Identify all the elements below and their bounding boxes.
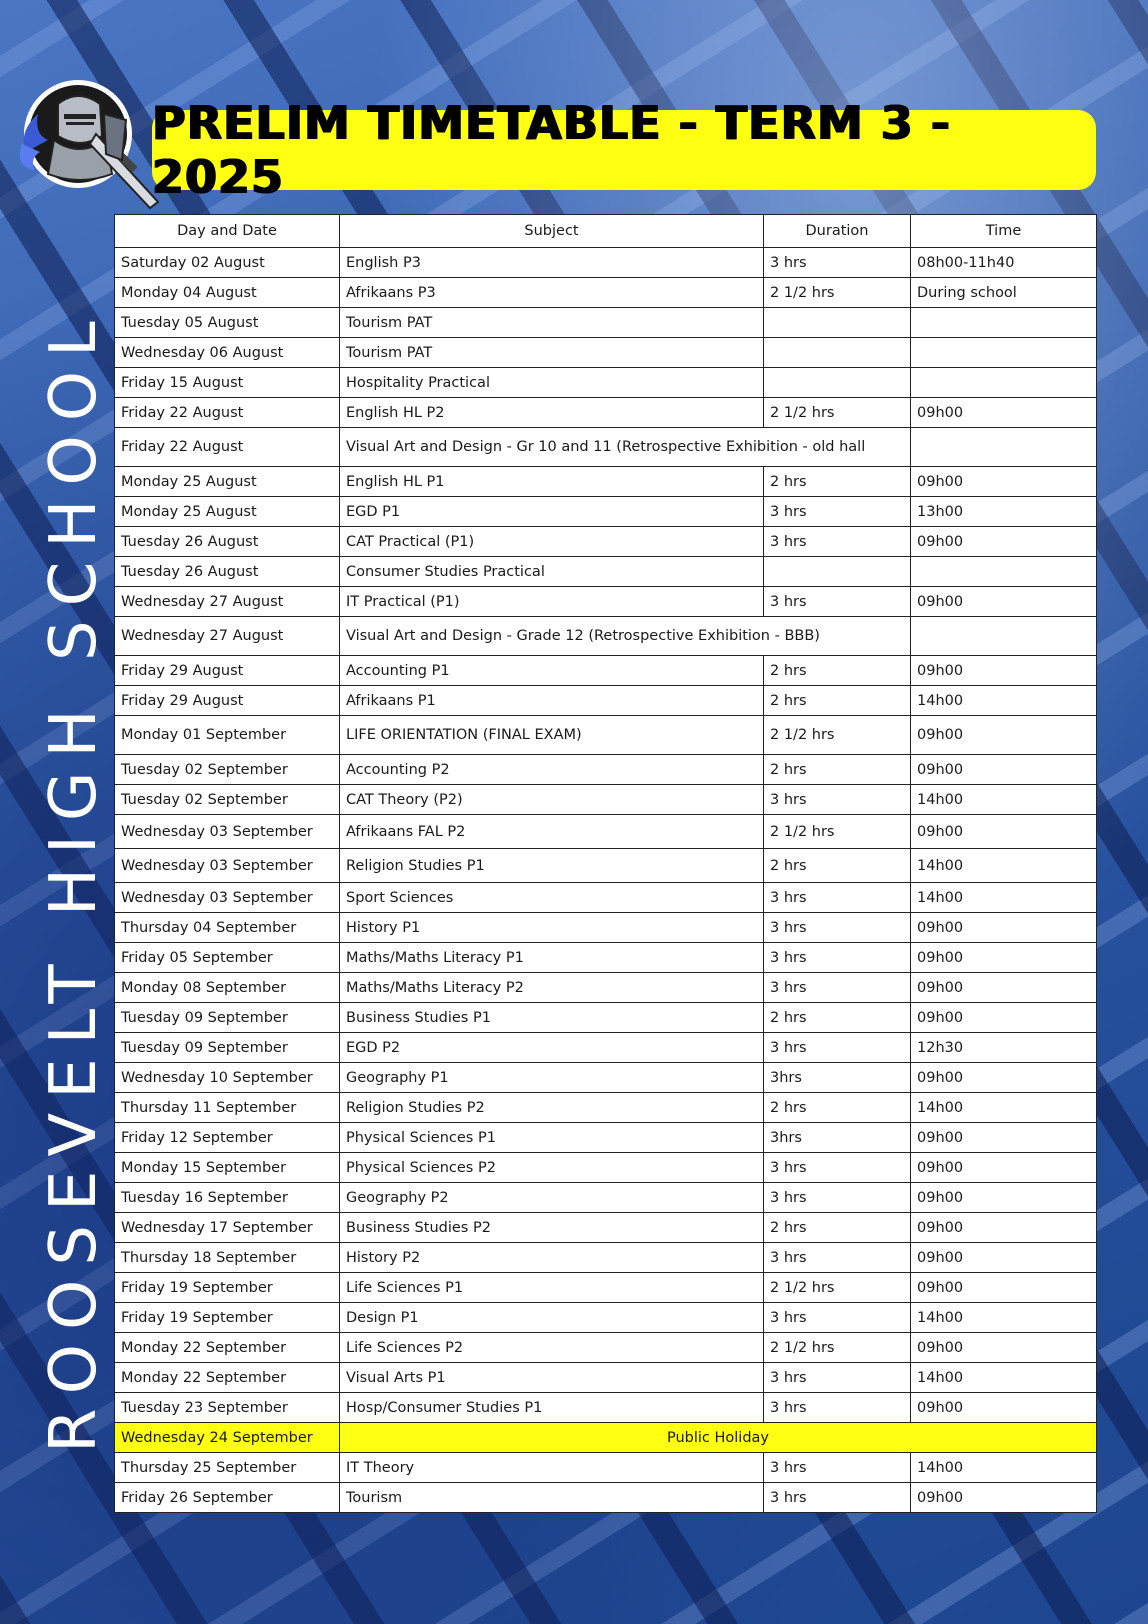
subject-cell: EGD P1 xyxy=(340,497,764,527)
subject-cell: Visual Arts P1 xyxy=(340,1363,764,1393)
time-cell: 09h00 xyxy=(911,1243,1097,1273)
table-row xyxy=(115,368,1097,398)
subject-cell: Geography P1 xyxy=(340,1063,764,1093)
day-date-cell: Tuesday 05 August xyxy=(115,308,340,338)
time-cell: 09h00 xyxy=(911,1153,1097,1183)
day-date-cell: Friday 15 August xyxy=(115,368,340,398)
duration-cell: 2 hrs xyxy=(764,755,911,785)
table-row xyxy=(115,1183,1097,1213)
day-date-cell: Wednesday 06 August xyxy=(115,338,340,368)
subject-cell: IT Practical (P1) xyxy=(340,587,764,617)
table-row xyxy=(115,557,1097,587)
table-row xyxy=(115,1063,1097,1093)
table-row xyxy=(115,883,1097,913)
table-row xyxy=(115,1243,1097,1273)
subject-cell: Visual Art and Design - Gr 10 and 11 (Retrospective Exhibition - old hall xyxy=(340,428,911,467)
table-row xyxy=(115,913,1097,943)
duration-cell xyxy=(764,308,911,338)
subject-cell: Public Holiday xyxy=(340,1423,1097,1453)
subject-cell: Religion Studies P1 xyxy=(340,849,764,883)
time-cell: 09h00 xyxy=(911,398,1097,428)
day-date-cell: Monday 01 September xyxy=(115,716,340,755)
subject-cell: Business Studies P2 xyxy=(340,1213,764,1243)
duration-cell: 3 hrs xyxy=(764,883,911,913)
time-cell: 09h00 xyxy=(911,587,1097,617)
day-date-cell: Monday 22 September xyxy=(115,1333,340,1363)
time-cell: 09h00 xyxy=(911,815,1097,849)
time-cell: 09h00 xyxy=(911,527,1097,557)
subject-cell: English HL P2 xyxy=(340,398,764,428)
time-cell: 09h00 xyxy=(911,1063,1097,1093)
day-date-cell: Monday 22 September xyxy=(115,1363,340,1393)
table-row xyxy=(115,308,1097,338)
knight-mascot-icon xyxy=(8,74,168,214)
time-cell: 13h00 xyxy=(911,497,1097,527)
subject-cell: Tourism PAT xyxy=(340,308,764,338)
time-cell: 12h30 xyxy=(911,1033,1097,1063)
subject-cell: IT Theory xyxy=(340,1453,764,1483)
time-cell: 09h00 xyxy=(911,1183,1097,1213)
table-row xyxy=(115,943,1097,973)
time-cell: 09h00 xyxy=(911,913,1097,943)
time-cell: 08h00-11h40 xyxy=(911,248,1097,278)
duration-cell: 2 hrs xyxy=(764,1213,911,1243)
time-cell: 14h00 xyxy=(911,1363,1097,1393)
table-row xyxy=(115,849,1097,883)
time-cell: 09h00 xyxy=(911,1123,1097,1153)
duration-cell: 2 1/2 hrs xyxy=(764,398,911,428)
day-date-cell: Wednesday 03 September xyxy=(115,815,340,849)
time-cell: 09h00 xyxy=(911,467,1097,497)
duration-cell: 2 hrs xyxy=(764,467,911,497)
duration-cell: 3 hrs xyxy=(764,1363,911,1393)
time-cell: 09h00 xyxy=(911,656,1097,686)
duration-cell: 3 hrs xyxy=(764,1393,911,1423)
table-row xyxy=(115,338,1097,368)
duration-cell: 3 hrs xyxy=(764,1453,911,1483)
subject-cell: Afrikaans P1 xyxy=(340,686,764,716)
table-row xyxy=(115,1393,1097,1423)
duration-cell: 3hrs xyxy=(764,1063,911,1093)
table-row xyxy=(115,716,1097,755)
duration-cell: 3 hrs xyxy=(764,1303,911,1333)
time-cell: 09h00 xyxy=(911,1273,1097,1303)
duration-cell: 2 hrs xyxy=(764,1003,911,1033)
table-row xyxy=(115,527,1097,557)
subject-cell: Hosp/Consumer Studies P1 xyxy=(340,1393,764,1423)
day-date-cell: Thursday 04 September xyxy=(115,913,340,943)
subject-cell: Business Studies P1 xyxy=(340,1003,764,1033)
day-date-cell: Friday 29 August xyxy=(115,656,340,686)
header-time: Time xyxy=(911,215,1097,248)
table-row xyxy=(115,617,1097,656)
table-row xyxy=(115,1123,1097,1153)
table-row xyxy=(115,656,1097,686)
duration-cell: 3 hrs xyxy=(764,943,911,973)
time-cell: 09h00 xyxy=(911,943,1097,973)
time-cell: 14h00 xyxy=(911,1093,1097,1123)
subject-cell: Accounting P1 xyxy=(340,656,764,686)
subject-cell: CAT Practical (P1) xyxy=(340,527,764,557)
day-date-cell: Tuesday 23 September xyxy=(115,1393,340,1423)
day-date-cell: Friday 19 September xyxy=(115,1273,340,1303)
day-date-cell: Wednesday 17 September xyxy=(115,1213,340,1243)
duration-cell: 3 hrs xyxy=(764,1483,911,1513)
time-cell: 09h00 xyxy=(911,1393,1097,1423)
header-duration: Duration xyxy=(764,215,911,248)
subject-cell: Geography P2 xyxy=(340,1183,764,1213)
duration-cell: 2 hrs xyxy=(764,849,911,883)
duration-cell: 3 hrs xyxy=(764,587,911,617)
duration-cell: 3 hrs xyxy=(764,1243,911,1273)
time-cell: 14h00 xyxy=(911,785,1097,815)
subject-cell: Tourism PAT xyxy=(340,338,764,368)
day-date-cell: Tuesday 26 August xyxy=(115,557,340,587)
time-cell: 09h00 xyxy=(911,1213,1097,1243)
header-subject: Subject xyxy=(340,215,764,248)
duration-cell: 3 hrs xyxy=(764,785,911,815)
duration-cell: 3 hrs xyxy=(764,1153,911,1183)
table-row xyxy=(115,1333,1097,1363)
subject-cell: English P3 xyxy=(340,248,764,278)
day-date-cell: Friday 26 September xyxy=(115,1483,340,1513)
time-cell: 09h00 xyxy=(911,973,1097,1003)
subject-cell: Afrikaans P3 xyxy=(340,278,764,308)
subject-cell: History P1 xyxy=(340,913,764,943)
time-cell: 09h00 xyxy=(911,1003,1097,1033)
time-cell xyxy=(911,428,1097,467)
table-row xyxy=(115,248,1097,278)
day-date-cell: Thursday 25 September xyxy=(115,1453,340,1483)
table-row xyxy=(115,398,1097,428)
duration-cell: 3 hrs xyxy=(764,248,911,278)
day-date-cell: Friday 29 August xyxy=(115,686,340,716)
school-name: ROOSEVELT HIGH SCHOOL xyxy=(37,307,111,1453)
duration-cell: 2 1/2 hrs xyxy=(764,1333,911,1363)
duration-cell: 3 hrs xyxy=(764,1033,911,1063)
duration-cell: 2 hrs xyxy=(764,686,911,716)
table-row xyxy=(115,278,1097,308)
time-cell: 14h00 xyxy=(911,686,1097,716)
time-cell: 09h00 xyxy=(911,1483,1097,1513)
table-row xyxy=(115,755,1097,785)
table-row xyxy=(115,1213,1097,1243)
subject-cell: Physical Sciences P2 xyxy=(340,1153,764,1183)
day-date-cell: Tuesday 16 September xyxy=(115,1183,340,1213)
day-date-cell: Friday 22 August xyxy=(115,398,340,428)
table-row xyxy=(115,1273,1097,1303)
subject-cell: Accounting P2 xyxy=(340,755,764,785)
table-row xyxy=(115,1003,1097,1033)
table-row xyxy=(115,1033,1097,1063)
duration-cell: 3 hrs xyxy=(764,973,911,1003)
table-row xyxy=(115,785,1097,815)
day-date-cell: Wednesday 03 September xyxy=(115,883,340,913)
duration-cell xyxy=(764,557,911,587)
subject-cell: History P2 xyxy=(340,1243,764,1273)
table-row xyxy=(115,497,1097,527)
time-cell: 14h00 xyxy=(911,1453,1097,1483)
subject-cell: Life Sciences P1 xyxy=(340,1273,764,1303)
table-row xyxy=(115,686,1097,716)
duration-cell: 2 1/2 hrs xyxy=(764,716,911,755)
time-cell: 14h00 xyxy=(911,883,1097,913)
day-date-cell: Wednesday 10 September xyxy=(115,1063,340,1093)
subject-cell: Design P1 xyxy=(340,1303,764,1333)
time-cell: 09h00 xyxy=(911,1333,1097,1363)
time-cell: 14h00 xyxy=(911,849,1097,883)
day-date-cell: Monday 15 September xyxy=(115,1153,340,1183)
subject-cell: Maths/Maths Literacy P1 xyxy=(340,943,764,973)
day-date-cell: Monday 08 September xyxy=(115,973,340,1003)
duration-cell xyxy=(764,368,911,398)
page-title: PRELIM TIMETABLE - TERM 3 - 2025 xyxy=(152,96,951,204)
duration-cell: 3 hrs xyxy=(764,1183,911,1213)
subject-cell: Maths/Maths Literacy P2 xyxy=(340,973,764,1003)
time-cell xyxy=(911,368,1097,398)
day-date-cell: Thursday 18 September xyxy=(115,1243,340,1273)
subject-cell: Physical Sciences P1 xyxy=(340,1123,764,1153)
day-date-cell: Friday 22 August xyxy=(115,428,340,467)
table-row xyxy=(115,1483,1097,1513)
day-date-cell: Monday 25 August xyxy=(115,497,340,527)
table-row xyxy=(115,1423,1097,1453)
table-row xyxy=(115,587,1097,617)
subject-cell: Afrikaans FAL P2 xyxy=(340,815,764,849)
day-date-cell: Wednesday 03 September xyxy=(115,849,340,883)
time-cell xyxy=(911,617,1097,656)
subject-cell: Visual Art and Design - Grade 12 (Retrospective Exhibition - BBB) xyxy=(340,617,911,656)
timetable-body xyxy=(115,248,1097,1513)
subject-cell: CAT Theory (P2) xyxy=(340,785,764,815)
duration-cell xyxy=(764,338,911,368)
day-date-cell: Tuesday 09 September xyxy=(115,1033,340,1063)
title-banner xyxy=(152,96,1096,204)
day-date-cell: Monday 04 August xyxy=(115,278,340,308)
subject-cell: Tourism xyxy=(340,1483,764,1513)
subject-cell: EGD P2 xyxy=(340,1033,764,1063)
timetable xyxy=(114,214,1097,1513)
table-row xyxy=(115,973,1097,1003)
duration-cell: 3 hrs xyxy=(764,497,911,527)
table-row xyxy=(115,428,1097,467)
duration-cell: 3hrs xyxy=(764,1123,911,1153)
duration-cell: 3 hrs xyxy=(764,527,911,557)
table-row xyxy=(115,467,1097,497)
day-date-cell: Tuesday 26 August xyxy=(115,527,340,557)
subject-cell: Religion Studies P2 xyxy=(340,1093,764,1123)
table-row xyxy=(115,1153,1097,1183)
table-header-row xyxy=(115,215,1097,248)
table-row xyxy=(115,1303,1097,1333)
subject-cell: English HL P1 xyxy=(340,467,764,497)
time-cell xyxy=(911,557,1097,587)
table-row xyxy=(115,815,1097,849)
time-cell: 14h00 xyxy=(911,1303,1097,1333)
day-date-cell: Wednesday 27 August xyxy=(115,587,340,617)
time-cell: During school xyxy=(911,278,1097,308)
day-date-cell: Friday 12 September xyxy=(115,1123,340,1153)
day-date-cell: Thursday 11 September xyxy=(115,1093,340,1123)
table-row xyxy=(115,1453,1097,1483)
subject-cell: Sport Sciences xyxy=(340,883,764,913)
subject-cell: Hospitality Practical xyxy=(340,368,764,398)
subject-cell: LIFE ORIENTATION (FINAL EXAM) xyxy=(340,716,764,755)
duration-cell: 2 1/2 hrs xyxy=(764,815,911,849)
day-date-cell: Friday 19 September xyxy=(115,1303,340,1333)
time-cell xyxy=(911,308,1097,338)
day-date-cell: Saturday 02 August xyxy=(115,248,340,278)
subject-cell: Life Sciences P2 xyxy=(340,1333,764,1363)
day-date-cell: Friday 05 September xyxy=(115,943,340,973)
day-date-cell: Tuesday 02 September xyxy=(115,755,340,785)
time-cell: 09h00 xyxy=(911,716,1097,755)
duration-cell: 2 hrs xyxy=(764,656,911,686)
day-date-cell: Wednesday 24 September xyxy=(115,1423,340,1453)
table-row xyxy=(115,1363,1097,1393)
time-cell xyxy=(911,338,1097,368)
subject-cell: Consumer Studies Practical xyxy=(340,557,764,587)
duration-cell: 2 hrs xyxy=(764,1093,911,1123)
duration-cell: 2 1/2 hrs xyxy=(764,1273,911,1303)
day-date-cell: Tuesday 02 September xyxy=(115,785,340,815)
day-date-cell: Tuesday 09 September xyxy=(115,1003,340,1033)
header-day-date: Day and Date xyxy=(115,215,340,248)
day-date-cell: Wednesday 27 August xyxy=(115,617,340,656)
duration-cell: 3 hrs xyxy=(764,913,911,943)
table-row xyxy=(115,1093,1097,1123)
time-cell: 09h00 xyxy=(911,755,1097,785)
duration-cell: 2 1/2 hrs xyxy=(764,278,911,308)
day-date-cell: Monday 25 August xyxy=(115,467,340,497)
